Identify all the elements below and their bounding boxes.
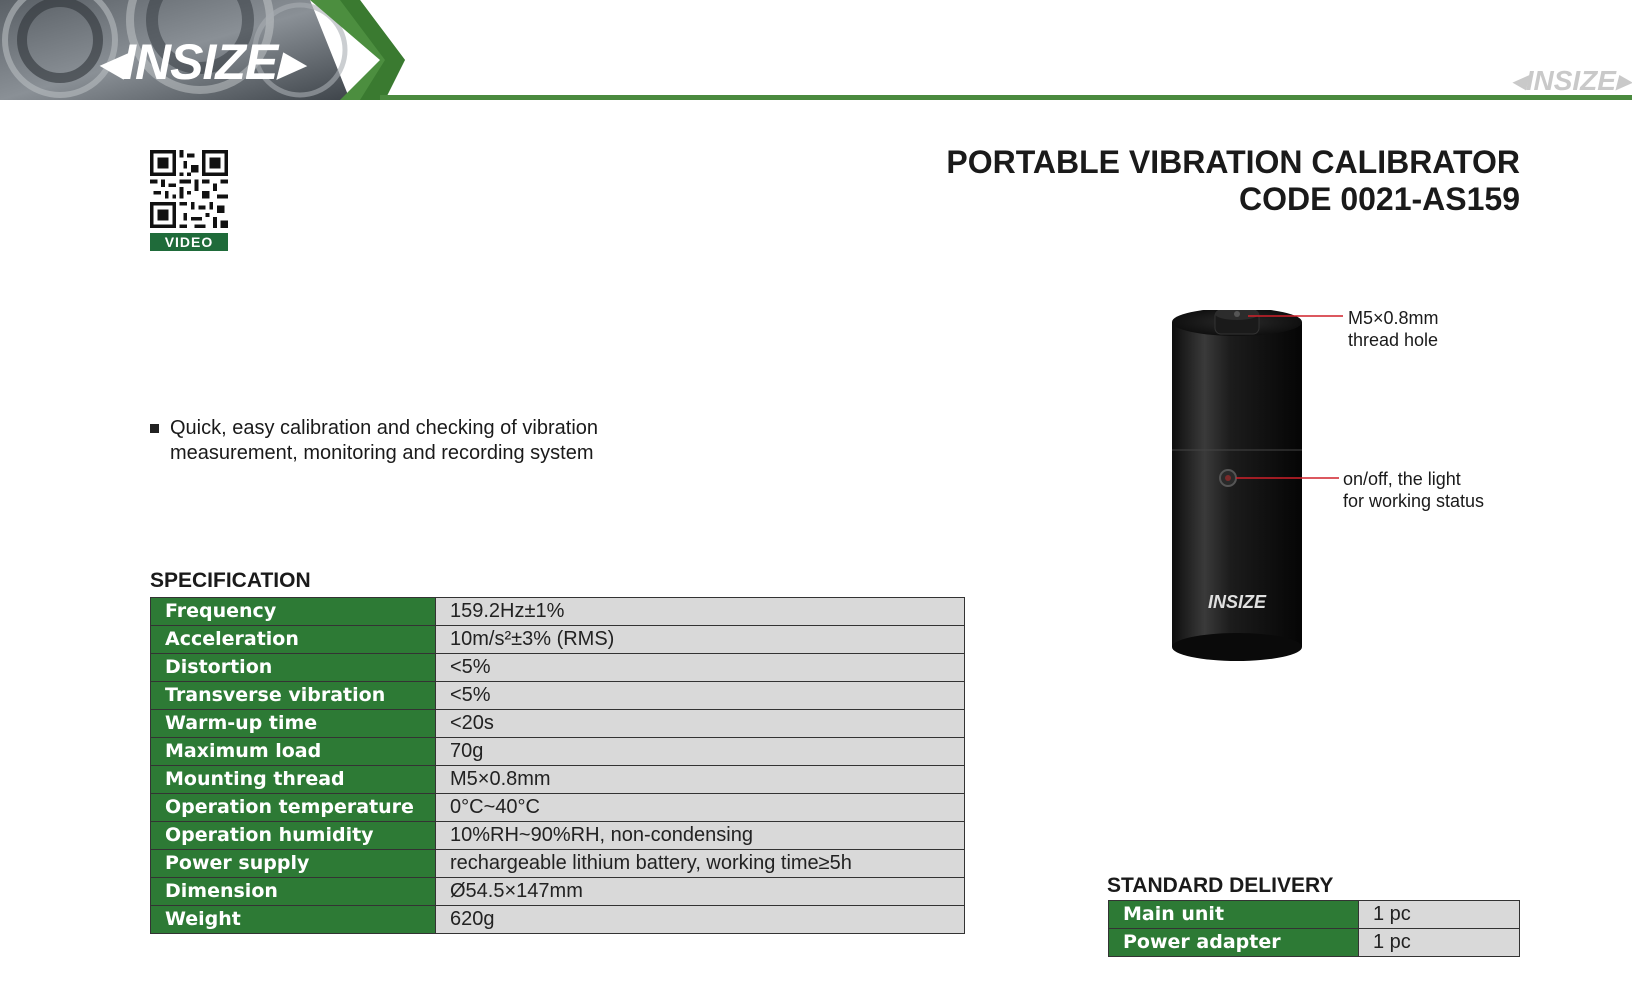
table-row xyxy=(151,738,965,766)
body-logo: INSIZE xyxy=(1207,592,1267,612)
callout-switch-line1: on/off, the light xyxy=(1343,469,1461,489)
callout-switch-line2: for working status xyxy=(1343,491,1485,511)
callout-thread-hole xyxy=(1348,307,1439,351)
spec-value: rechargeable lithium battery, working time≥5h xyxy=(436,850,965,878)
brand-logo-small-text: INSIZE xyxy=(1525,65,1616,96)
spec-value: <5% xyxy=(436,682,965,710)
spec-value: 0°C~40°C xyxy=(436,794,965,822)
spec-label: Mounting thread xyxy=(151,766,436,794)
logo-left-arrow: ◂ xyxy=(98,34,123,90)
spec-label: Power supply xyxy=(151,850,436,878)
spec-label: Weight xyxy=(151,906,436,934)
table-row xyxy=(151,906,965,934)
qr-video-label: VIDEO xyxy=(150,233,228,251)
feature-list-item xyxy=(150,416,670,466)
table-row xyxy=(1109,901,1520,929)
spec-value: M5×0.8mm xyxy=(436,766,965,794)
callout-thread-line2: thread hole xyxy=(1348,330,1439,350)
spec-value: 159.2Hz±1% xyxy=(436,598,965,626)
spec-label: Operation temperature xyxy=(151,794,436,822)
video-qr-code[interactable] xyxy=(150,150,228,250)
table-row xyxy=(1109,929,1520,957)
delivery-item-qty: 1 pc xyxy=(1359,901,1520,929)
bullet-square-icon xyxy=(150,424,159,433)
specification-table xyxy=(150,597,965,934)
logo-small-right-arrow: ▸ xyxy=(1615,65,1630,96)
spec-value: 10m/s²±3% (RMS) xyxy=(436,626,965,654)
spec-label: Operation humidity xyxy=(151,822,436,850)
product-image xyxy=(1160,310,1560,680)
spec-label: Dimension xyxy=(151,878,436,906)
table-row xyxy=(151,598,965,626)
spec-value: 70g xyxy=(436,738,965,766)
spec-label: Maximum load xyxy=(151,738,436,766)
spec-label: Frequency xyxy=(151,598,436,626)
spec-label: Transverse vibration xyxy=(151,682,436,710)
brand-logo-text: INSIZE xyxy=(122,34,278,90)
spec-label: Warm-up time xyxy=(151,710,436,738)
product-name: PORTABLE VIBRATION CALIBRATOR xyxy=(946,144,1520,180)
spec-value: 10%RH~90%RH, non-condensing xyxy=(436,822,965,850)
table-row xyxy=(151,654,965,682)
standard-delivery-title: STANDARD DELIVERY xyxy=(1107,874,1334,897)
spec-value: <20s xyxy=(436,710,965,738)
table-row xyxy=(151,766,965,794)
table-row xyxy=(151,794,965,822)
table-row xyxy=(151,822,965,850)
delivery-item-qty: 1 pc xyxy=(1359,929,1520,957)
spec-label: Acceleration xyxy=(151,626,436,654)
brand-logo-small xyxy=(1512,66,1630,96)
qr-code-icon xyxy=(150,150,228,228)
table-row xyxy=(151,626,965,654)
spec-label: Distortion xyxy=(151,654,436,682)
spec-value: Ø54.5×147mm xyxy=(436,878,965,906)
specification-title: SPECIFICATION xyxy=(150,569,311,592)
delivery-item-label: Main unit xyxy=(1109,901,1359,929)
spec-value: 620g xyxy=(436,906,965,934)
callout-power-switch xyxy=(1343,468,1484,512)
header-rule xyxy=(380,95,1632,100)
delivery-item-label: Power adapter xyxy=(1109,929,1359,957)
header-banner xyxy=(0,0,1632,100)
standard-delivery-table xyxy=(1108,900,1520,957)
table-row xyxy=(151,878,965,906)
table-row xyxy=(151,682,965,710)
logo-right-arrow: ▸ xyxy=(277,34,302,90)
table-row xyxy=(151,710,965,738)
logo-small-left-arrow: ◂ xyxy=(1511,65,1526,96)
product-code: CODE 0021-AS159 xyxy=(1238,181,1520,217)
brand-logo xyxy=(98,34,301,90)
product-title xyxy=(946,144,1520,218)
spec-value: <5% xyxy=(436,654,965,682)
feature-text: Quick, easy calibration and checking of vibration measurement, monitoring and recording system xyxy=(170,417,599,464)
table-row xyxy=(151,850,965,878)
callout-thread-line1: M5×0.8mm xyxy=(1348,308,1439,328)
